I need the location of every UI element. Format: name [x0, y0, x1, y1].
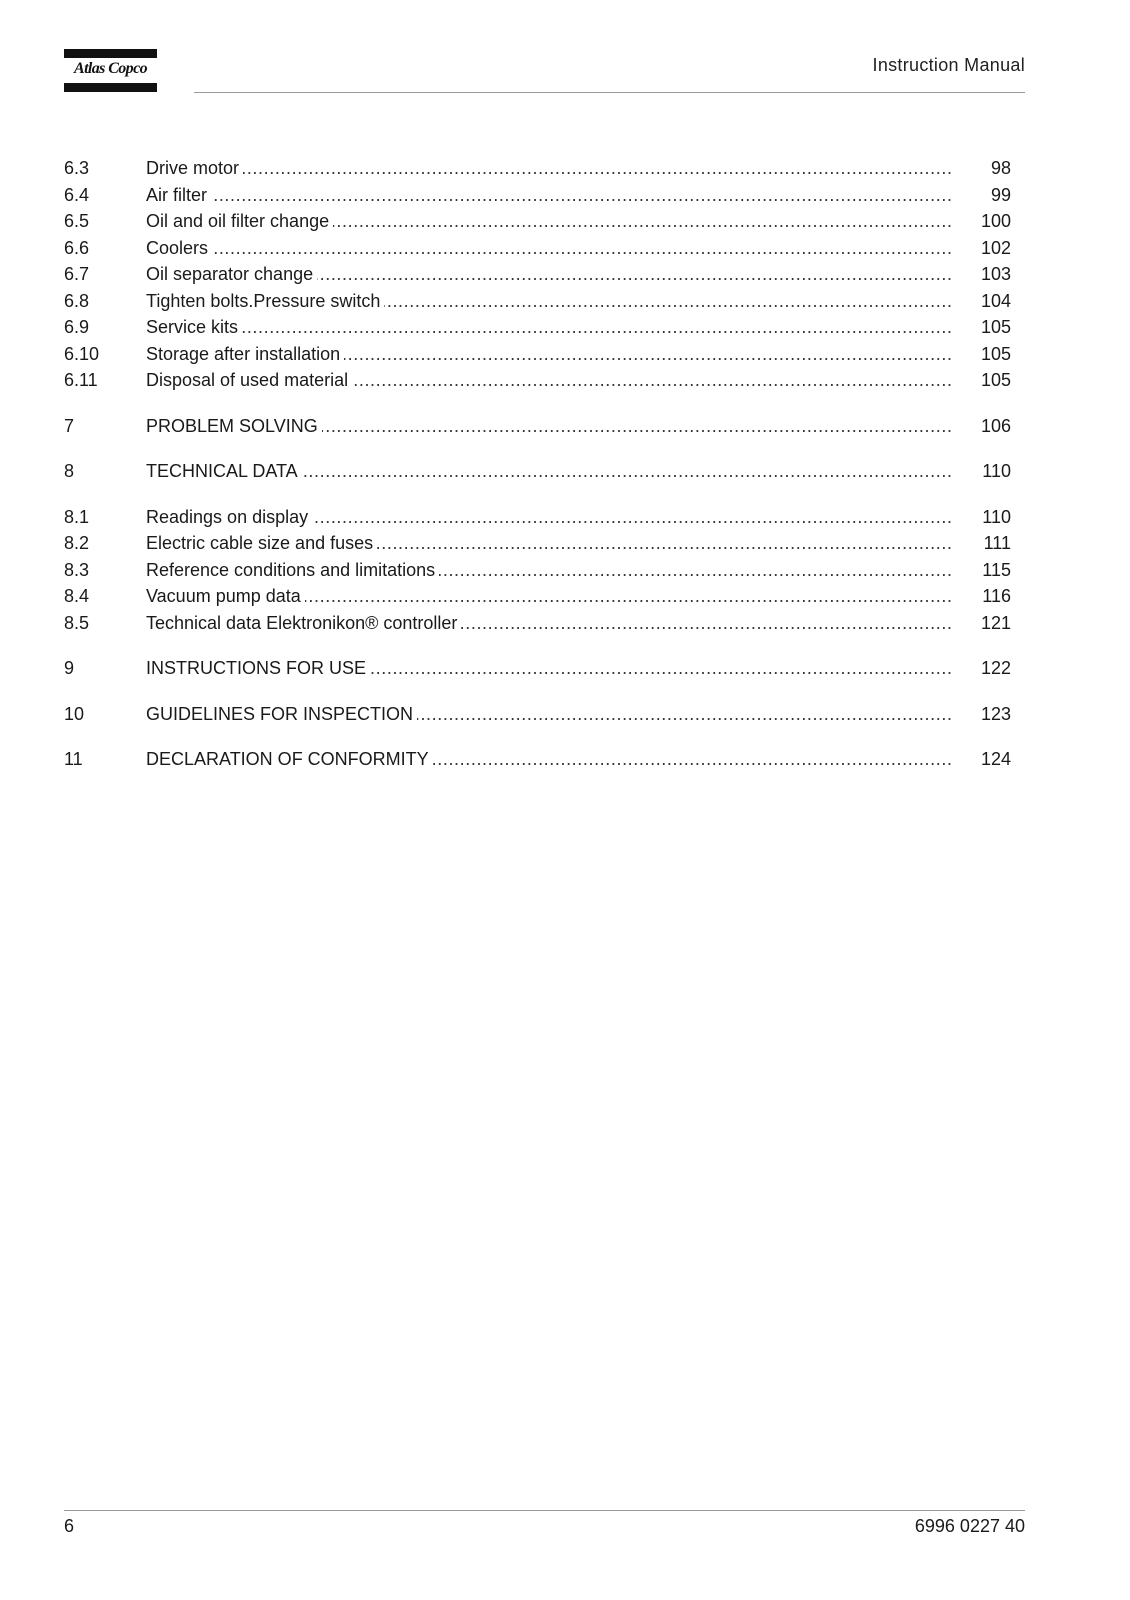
toc-entry-title-with-leader [146, 157, 951, 179]
toc-entry-title: Electric cable size and fuses [146, 533, 377, 553]
toc-entry-number: 6.10 [64, 343, 100, 364]
toc-entry-page: 123 [980, 703, 1011, 724]
atlas-copco-logo [64, 46, 157, 93]
toc-entry-title-with-leader [146, 460, 951, 482]
toc-entry[interactable] [64, 290, 1011, 317]
toc-entry-number: 8 [64, 461, 75, 481]
toc-entry-number: 7 [64, 415, 75, 436]
toc-entry-page: 110 [982, 506, 1011, 527]
toc-entry[interactable] [64, 460, 1011, 487]
toc-entry-number: 8.3 [64, 559, 90, 580]
toc-entry[interactable] [64, 703, 1011, 730]
toc-entry-page: 102 [980, 237, 1011, 258]
toc-entry[interactable] [64, 343, 1011, 370]
toc-entry-title-with-leader [146, 237, 951, 259]
toc-entry-number: 6.8 [64, 290, 90, 311]
toc-entry-number: 10 [64, 703, 85, 724]
toc-entry-title-with-leader [146, 748, 951, 770]
toc-entry-title-with-leader [146, 290, 951, 312]
toc-entry-page: 110 [982, 461, 1011, 481]
header-divider [194, 92, 1025, 93]
toc-entry[interactable] [64, 748, 1011, 775]
header-title: Instruction Manual [872, 55, 1025, 75]
toc-entry-page: 105 [980, 370, 1011, 390]
toc-entry-number: 9 [64, 658, 75, 678]
toc-entry-title: Coolers [146, 238, 212, 258]
toc-entry-title: Disposal of used material [146, 370, 352, 390]
toc-entry-title: Reference conditions and limitations [146, 560, 439, 580]
toc-entry-page: 105 [980, 317, 1011, 337]
toc-entry-page: 98 [990, 158, 1011, 178]
toc-entry-page: 111 [983, 533, 1011, 553]
toc-entry[interactable] [64, 612, 1011, 639]
logo-wordmark: Atlas Copco [74, 60, 147, 77]
toc-entry[interactable] [64, 316, 1011, 343]
toc-entry-title-with-leader [146, 506, 951, 528]
toc-entry[interactable] [64, 210, 1011, 237]
toc-entry-title: Tighten bolts.Pressure switch [146, 291, 384, 311]
toc-entry-title-with-leader [146, 559, 951, 581]
toc-entry-page: 106 [980, 415, 1011, 436]
toc-entry-number: 6.11 [64, 370, 98, 390]
toc-entry[interactable] [64, 263, 1011, 290]
toc-entry-title: PROBLEM SOLVING [146, 416, 322, 436]
toc-entry[interactable] [64, 559, 1011, 586]
toc-entry-title: Technical data Elektronikon® controller [146, 613, 461, 633]
toc-entry-title-with-leader [146, 210, 951, 232]
toc-entry-number: 6.3 [64, 158, 90, 178]
toc-entry-page: 115 [982, 559, 1011, 580]
logo-bar-top [64, 49, 157, 58]
toc-entry-number: 6.7 [64, 264, 90, 284]
toc-entry-title-with-leader [146, 263, 951, 285]
toc-entry-title-with-leader [146, 585, 951, 607]
toc-entry-page: 116 [982, 586, 1011, 606]
toc-entry-number: 11 [64, 749, 83, 769]
toc-entry-number: 6.9 [64, 317, 90, 337]
toc-entry-title: Readings on display [146, 507, 312, 527]
toc-entry-title: Air filter [146, 185, 211, 205]
toc-entry-page: 121 [980, 612, 1011, 633]
footer-page-number: 6 [64, 1516, 75, 1536]
footer-divider [64, 1510, 1025, 1511]
toc-entry-title: Oil separator change [146, 264, 317, 284]
toc-entry-page: 103 [980, 264, 1011, 284]
toc-entry[interactable] [64, 657, 1011, 684]
toc-entry-page: 100 [980, 211, 1011, 231]
toc-entry[interactable] [64, 369, 1011, 396]
toc-entry-title-with-leader [146, 369, 951, 391]
toc-entry-number: 6.5 [64, 211, 90, 231]
toc-entry-number: 6.4 [64, 184, 90, 205]
footer-document-number: 6996 0227 40 [914, 1516, 1025, 1536]
toc-entry[interactable] [64, 157, 1011, 184]
toc-entry-title: Storage after installation [146, 344, 344, 364]
table-of-contents [64, 157, 1011, 775]
toc-entry-number: 8.2 [64, 533, 90, 553]
toc-entry-title: Oil and oil filter change [146, 211, 333, 231]
toc-entry-page: 104 [980, 290, 1011, 311]
toc-entry-title: DECLARATION OF CONFORMITY [146, 749, 433, 769]
toc-entry-title: Drive motor [146, 158, 243, 178]
toc-entry-page: 124 [980, 749, 1011, 769]
toc-entry-title-with-leader [146, 316, 951, 338]
toc-entry-page: 122 [980, 658, 1011, 678]
toc-entry[interactable] [64, 237, 1011, 264]
toc-entry[interactable] [64, 506, 1011, 533]
toc-entry-page: 105 [980, 343, 1011, 364]
toc-entry-title: GUIDELINES FOR INSPECTION [146, 704, 417, 724]
toc-entry-title-with-leader [146, 612, 951, 634]
toc-entry-title-with-leader [146, 184, 951, 206]
toc-entry[interactable] [64, 415, 1011, 442]
toc-entry-title: INSTRUCTIONS FOR USE [146, 658, 370, 678]
toc-entry-number: 8.5 [64, 612, 90, 633]
toc-entry-title: TECHNICAL DATA [146, 461, 302, 481]
toc-entry-number: 8.4 [64, 586, 90, 606]
toc-entry-title-with-leader [146, 532, 951, 554]
logo-bar-bottom [64, 83, 157, 92]
toc-entry-number: 8.1 [64, 506, 90, 527]
toc-entry-number: 6.6 [64, 237, 90, 258]
toc-entry[interactable] [64, 532, 1011, 559]
toc-entry-title-with-leader [146, 657, 951, 679]
toc-entry-title-with-leader [146, 703, 951, 725]
toc-entry-title-with-leader [146, 343, 951, 365]
toc-entry-title: Vacuum pump data [146, 586, 305, 606]
toc-entry-title: Service kits [146, 317, 242, 337]
toc-entry[interactable] [64, 184, 1011, 211]
toc-entry-page: 99 [990, 184, 1011, 205]
toc-entry[interactable] [64, 585, 1011, 612]
toc-entry-title-with-leader [146, 415, 951, 437]
